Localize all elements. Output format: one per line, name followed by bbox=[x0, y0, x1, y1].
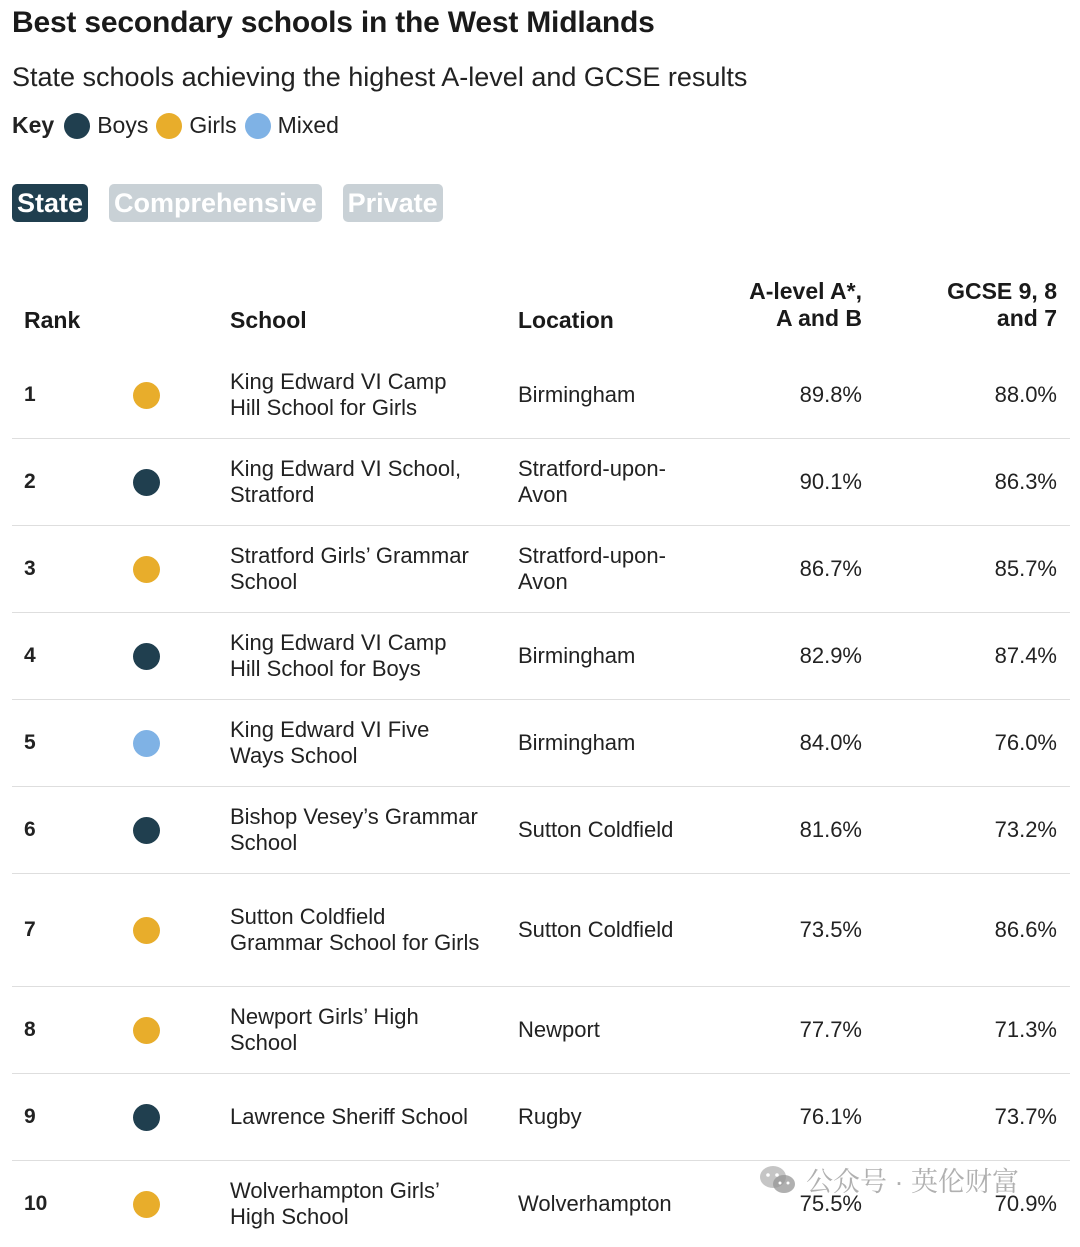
school-name-cell: Sutton Coldfield Grammar School for Girls bbox=[230, 904, 480, 955]
watermark-text: 公众号 · 英伦财富 bbox=[806, 1167, 1019, 1197]
gcse-cell: 85.7% bbox=[994, 556, 1057, 581]
alevel-cell: 75.5% bbox=[799, 1191, 862, 1216]
school-type-dot-icon bbox=[133, 1104, 160, 1131]
school-name-cell: Wolverhampton Girls’ High School bbox=[230, 1178, 440, 1229]
location-cell: Wolverhampton bbox=[518, 1191, 672, 1216]
school-type-cell bbox=[132, 987, 160, 1073]
legend-item-boys bbox=[64, 112, 148, 139]
page-subtitle: State schools achieving the highest A-level and GCSE results bbox=[12, 62, 748, 92]
school-type-cell bbox=[132, 1074, 160, 1160]
location-cell: Stratford-upon-Avon bbox=[518, 456, 666, 507]
school-name-cell: King Edward VI Camp Hill School for Boys bbox=[230, 630, 447, 681]
gcse-cell: 88.0% bbox=[994, 382, 1057, 407]
school-type-dot-icon bbox=[133, 917, 160, 944]
alevel-cell: 82.9% bbox=[799, 643, 862, 668]
gcse-cell: 86.6% bbox=[994, 917, 1057, 942]
school-name-cell: Bishop Vesey’s Grammar School bbox=[230, 804, 478, 855]
schools-table bbox=[12, 270, 1070, 1247]
location-cell: Birmingham bbox=[518, 382, 636, 407]
alevel-cell: 86.7% bbox=[799, 556, 862, 581]
gcse-cell: 86.3% bbox=[994, 469, 1057, 494]
gcse-cell: 87.4% bbox=[994, 643, 1057, 668]
location-cell: Stratford-upon-Avon bbox=[518, 543, 666, 594]
header-school: School bbox=[230, 307, 307, 333]
gcse-cell: 73.2% bbox=[994, 817, 1057, 842]
alevel-cell: 77.7% bbox=[799, 1017, 862, 1042]
school-name-cell: King Edward VI Camp Hill School for Girls bbox=[230, 369, 447, 420]
table-row bbox=[12, 987, 1070, 1074]
legend-item-label: Mixed bbox=[277, 112, 339, 138]
boys-dot-icon bbox=[64, 113, 90, 139]
gcse-cell: 71.3% bbox=[994, 1017, 1057, 1042]
filter-private-button[interactable]: Private bbox=[343, 184, 443, 222]
table-row bbox=[12, 700, 1070, 787]
school-type-cell bbox=[132, 526, 160, 612]
school-type-dot-icon bbox=[133, 382, 160, 409]
filter-buttons bbox=[12, 184, 464, 222]
alevel-cell: 76.1% bbox=[799, 1104, 862, 1129]
location-cell: Rugby bbox=[518, 1104, 582, 1129]
location-cell: Newport bbox=[518, 1017, 600, 1042]
table-row bbox=[12, 874, 1070, 987]
filter-comprehensive-button[interactable]: Comprehensive bbox=[109, 184, 322, 222]
school-type-cell bbox=[132, 613, 160, 699]
table-row bbox=[12, 352, 1070, 439]
school-type-dot-icon bbox=[133, 1017, 160, 1044]
alevel-cell: 89.8% bbox=[799, 382, 862, 407]
school-type-dot-icon bbox=[133, 643, 160, 670]
legend-item-girls bbox=[156, 112, 236, 139]
alevel-cell: 84.0% bbox=[799, 730, 862, 755]
school-name-cell: Newport Girls’ High School bbox=[230, 1004, 419, 1055]
table-row bbox=[12, 526, 1070, 613]
rank-cell: 5 bbox=[24, 731, 36, 754]
rank-cell: 3 bbox=[24, 557, 36, 580]
alevel-cell: 90.1% bbox=[799, 469, 862, 494]
table-row bbox=[12, 439, 1070, 526]
school-type-dot-icon bbox=[133, 469, 160, 496]
school-name-cell: Stratford Girls’ Grammar School bbox=[230, 543, 469, 594]
school-name-cell: King Edward VI School, Stratford bbox=[230, 456, 462, 507]
rank-cell: 9 bbox=[24, 1105, 36, 1128]
legend-item-mixed bbox=[245, 112, 339, 139]
school-name-cell: Lawrence Sheriff School bbox=[230, 1104, 469, 1129]
rank-cell: 2 bbox=[24, 470, 36, 493]
alevel-cell: 73.5% bbox=[799, 917, 862, 942]
location-cell: Sutton Coldfield bbox=[518, 817, 674, 842]
table-body bbox=[12, 352, 1070, 1247]
location-cell: Sutton Coldfield bbox=[518, 917, 674, 942]
gcse-cell: 73.7% bbox=[994, 1104, 1057, 1129]
alevel-cell: 81.6% bbox=[799, 817, 862, 842]
mixed-dot-icon bbox=[245, 113, 271, 139]
school-type-dot-icon bbox=[133, 556, 160, 583]
header-gcse-line1: GCSE 9, 8 bbox=[947, 278, 1057, 304]
legend-label: Key bbox=[12, 112, 55, 138]
header-alevel-line2: A and B bbox=[775, 305, 862, 331]
rank-cell: 8 bbox=[24, 1018, 36, 1041]
school-type-cell bbox=[132, 787, 160, 873]
legend-item-label: Boys bbox=[97, 112, 149, 138]
header-rank: Rank bbox=[24, 307, 81, 333]
table-row bbox=[12, 1074, 1070, 1161]
legend-item-label: Girls bbox=[189, 112, 237, 138]
table-header bbox=[12, 270, 1070, 352]
school-type-dot-icon bbox=[133, 817, 160, 844]
gcse-cell: 76.0% bbox=[994, 730, 1057, 755]
rank-cell: 1 bbox=[24, 383, 36, 406]
school-type-dot-icon bbox=[133, 1191, 160, 1218]
rank-cell: 6 bbox=[24, 818, 36, 841]
filter-state-button[interactable]: State bbox=[12, 184, 88, 222]
school-type-cell bbox=[132, 439, 160, 525]
location-cell: Birmingham bbox=[518, 643, 636, 668]
table-row bbox=[12, 613, 1070, 700]
rank-cell: 4 bbox=[24, 644, 36, 667]
table-row bbox=[12, 1161, 1070, 1247]
school-name-cell: King Edward VI Five Ways School bbox=[230, 717, 430, 768]
school-type-cell bbox=[132, 700, 160, 786]
school-type-dot-icon bbox=[133, 730, 160, 757]
header-alevel-line1: A-level A*, bbox=[749, 278, 862, 304]
header-location: Location bbox=[518, 307, 614, 333]
rank-cell: 10 bbox=[24, 1192, 48, 1215]
table-row bbox=[12, 787, 1070, 874]
header-alevel bbox=[712, 278, 862, 332]
girls-dot-icon bbox=[156, 113, 182, 139]
gcse-cell: 70.9% bbox=[994, 1191, 1057, 1216]
school-type-cell bbox=[132, 1161, 160, 1247]
legend bbox=[12, 112, 347, 139]
header-gcse bbox=[892, 278, 1057, 332]
school-type-cell bbox=[132, 352, 160, 438]
school-type-cell bbox=[132, 874, 160, 986]
rank-cell: 7 bbox=[24, 918, 36, 941]
header-gcse-line2: and 7 bbox=[996, 305, 1057, 331]
page-title: Best secondary schools in the West Midlands bbox=[12, 6, 655, 39]
location-cell: Birmingham bbox=[518, 730, 636, 755]
